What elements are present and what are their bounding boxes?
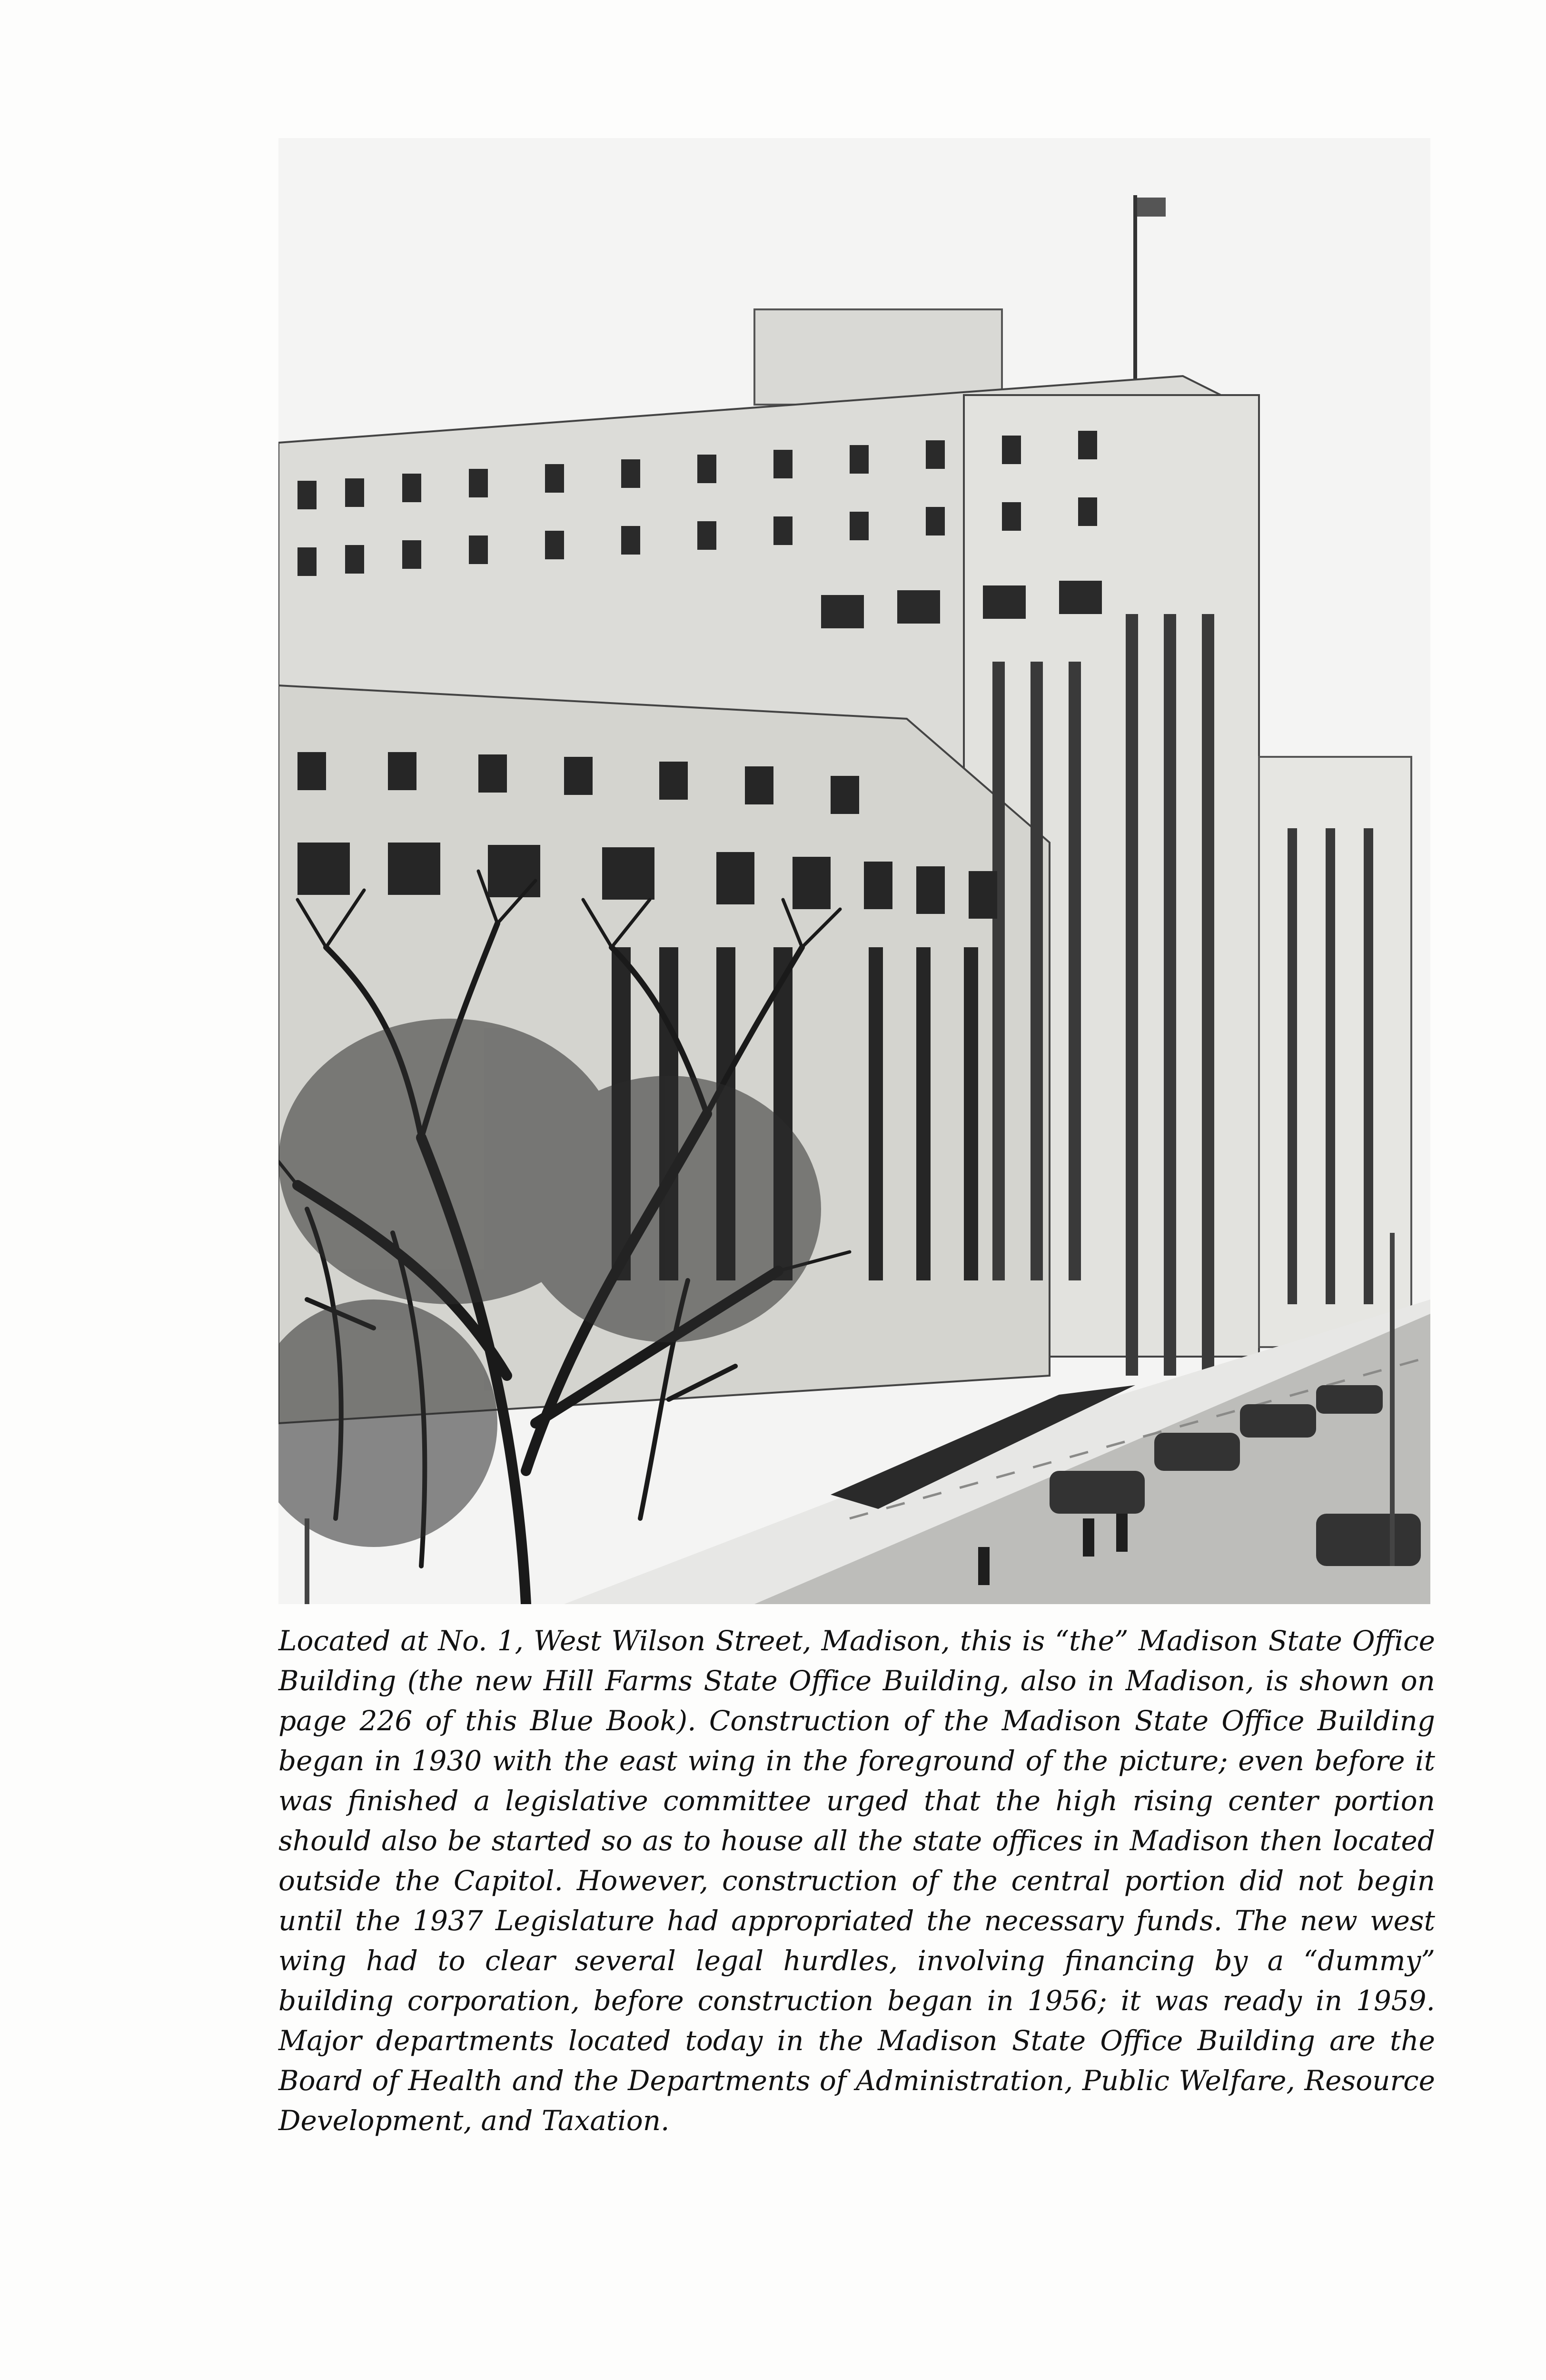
photo-caption: Located at No. 1, West Wilson Street, Madison, this is “the” Madison State Office Building (the new Hill Farms State Office Building, also in Madison, is shown on page 226 of this Blue Book). Construction of the Madison State Office Building began in 1930 with the east wing in the foreground of the picture; even before it was finished a legislative committee urged that the high rising center portion should also be started so as to house all the state offices in Madison then located outside the Capitol. However, construction of the central portion did not begin until the 1937 Legislature had appropriated the necessary funds. The new west wing had to clear several legal hurdles, involving financing by a “dummy” building corporation, before construction began in 1956; it was ready in 1959. Major departments located today in the Madison State Office Building are the Board of Health and the Departments of Administration, Public Welfare, Resource Development, and Taxation. [278,1625,1435,2137]
building-photo-illustration [278,138,1430,1604]
building-photograph [278,138,1430,1604]
